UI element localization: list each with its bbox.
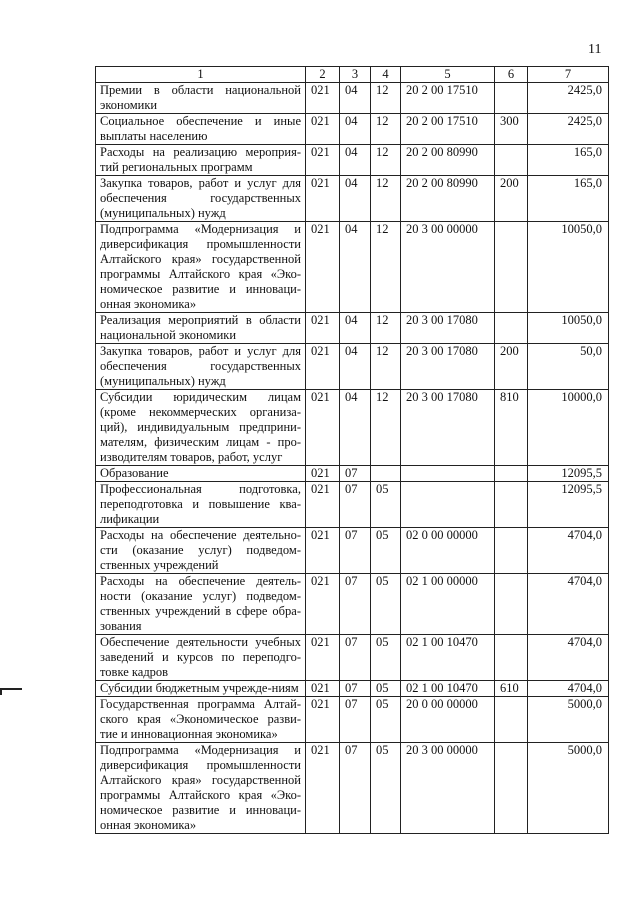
row-sum-cell: 50,0 [528,344,609,390]
row-sum-cell: 12095,5 [528,466,609,482]
row-sum-cell: 4704,0 [528,574,609,635]
table-body [96,83,609,834]
row-csr-cell: 20 0 00 00000 [401,697,495,743]
row-gr-cell: 021 [306,528,340,574]
table-row [96,635,609,681]
row-csr-cell: 02 1 00 00000 [401,574,495,635]
row-rz-cell: 04 [340,176,371,222]
row-vr-cell [495,482,528,528]
row-name-cell: Субсидии бюджетным учрежде-ниям [96,681,306,697]
row-vr-cell [495,697,528,743]
table-row [96,466,609,482]
table-row [96,145,609,176]
row-pr-cell: 12 [371,145,401,176]
row-rz-cell: 04 [340,344,371,390]
row-pr-cell: 05 [371,697,401,743]
table-row [96,743,609,834]
row-name-cell: Подпрограмма «Модернизация и диверсификация промышленности Алтайского края» государственной программы Алтайского края «Эко-номическое развитие и инноваци-онная экономика» [96,743,306,834]
table-row [96,681,609,697]
col-header-3: 3 [340,67,371,83]
table-row [96,574,609,635]
row-vr-cell: 200 [495,344,528,390]
page-number: 11 [588,42,602,57]
row-name-cell: Образование [96,466,306,482]
table-row [96,114,609,145]
col-header-6: 6 [495,67,528,83]
scan-mark [0,688,22,695]
row-name-cell: Субсидии юридическим лицам (кроме некоммерческих организа-ций), индивидуальным предприни-мателям, физическим лицам - про-изводителям товаров, работ, услуг [96,390,306,466]
table-row [96,697,609,743]
row-rz-cell: 04 [340,114,371,145]
row-csr-cell [401,482,495,528]
row-rz-cell: 04 [340,145,371,176]
row-rz-cell: 07 [340,743,371,834]
row-sum-cell: 12095,5 [528,482,609,528]
row-sum-cell: 5000,0 [528,743,609,834]
row-sum-cell: 165,0 [528,176,609,222]
row-gr-cell: 021 [306,313,340,344]
table-row [96,482,609,528]
row-pr-cell: 05 [371,528,401,574]
row-vr-cell [495,466,528,482]
row-rz-cell: 07 [340,466,371,482]
row-gr-cell: 021 [306,482,340,528]
row-csr-cell [401,466,495,482]
row-vr-cell [495,743,528,834]
row-rz-cell: 04 [340,313,371,344]
row-name-cell: Государственная программа Алтай-ского края «Экономическое разви-тие и инновационная экономика» [96,697,306,743]
row-name-cell: Социальное обеспечение и иные выплаты населению [96,114,306,145]
row-name-cell: Обеспечение деятельности учебных заведений и курсов по переподго-товке кадров [96,635,306,681]
row-csr-cell: 20 2 00 17510 [401,114,495,145]
row-rz-cell: 04 [340,83,371,114]
row-vr-cell [495,528,528,574]
row-gr-cell: 021 [306,145,340,176]
row-name-cell: Расходы на обеспечение деятель-ности (оказание услуг) подведом-ственных учреждений в сфере обра-зования [96,574,306,635]
row-vr-cell [495,635,528,681]
row-vr-cell: 200 [495,176,528,222]
row-pr-cell: 05 [371,743,401,834]
row-pr-cell: 12 [371,114,401,145]
table-row [96,222,609,313]
row-gr-cell: 021 [306,222,340,313]
row-vr-cell: 300 [495,114,528,145]
table-row [96,83,609,114]
row-pr-cell: 05 [371,574,401,635]
row-sum-cell: 4704,0 [528,681,609,697]
header-row [96,67,609,83]
col-header-7: 7 [528,67,609,83]
row-vr-cell: 810 [495,390,528,466]
row-name-cell: Закупка товаров, работ и услуг для обеспечения государственных (муниципальных) нужд [96,176,306,222]
row-sum-cell: 165,0 [528,145,609,176]
row-gr-cell: 021 [306,466,340,482]
row-csr-cell: 20 2 00 17510 [401,83,495,114]
row-gr-cell: 021 [306,743,340,834]
row-sum-cell: 5000,0 [528,697,609,743]
row-csr-cell: 20 3 00 00000 [401,222,495,313]
row-csr-cell: 20 3 00 17080 [401,313,495,344]
row-rz-cell: 04 [340,390,371,466]
table-row [96,390,609,466]
row-sum-cell: 10000,0 [528,390,609,466]
row-name-cell: Реализация мероприятий в области национальной экономики [96,313,306,344]
row-gr-cell: 021 [306,344,340,390]
row-name-cell: Расходы на обеспечение деятельно-сти (оказание услуг) подведом-ственных учреждений [96,528,306,574]
row-vr-cell: 610 [495,681,528,697]
row-gr-cell: 021 [306,574,340,635]
row-csr-cell: 02 0 00 00000 [401,528,495,574]
row-gr-cell: 021 [306,83,340,114]
row-pr-cell: 12 [371,83,401,114]
row-pr-cell: 05 [371,482,401,528]
row-vr-cell [495,222,528,313]
row-sum-cell: 10050,0 [528,222,609,313]
row-csr-cell: 20 3 00 17080 [401,344,495,390]
row-gr-cell: 021 [306,114,340,145]
row-name-cell: Закупка товаров, работ и услуг для обеспечения государственных (муниципальных) нужд [96,344,306,390]
row-sum-cell: 10050,0 [528,313,609,344]
row-vr-cell [495,574,528,635]
row-pr-cell: 12 [371,222,401,313]
row-name-cell: Расходы на реализацию мероприя-тий региональных программ [96,145,306,176]
row-gr-cell: 021 [306,390,340,466]
col-header-1: 1 [96,67,306,83]
row-sum-cell: 4704,0 [528,635,609,681]
table-row [96,176,609,222]
row-csr-cell: 02 1 00 10470 [401,681,495,697]
row-pr-cell [371,466,401,482]
row-gr-cell: 021 [306,635,340,681]
row-rz-cell: 04 [340,222,371,313]
row-pr-cell: 05 [371,681,401,697]
row-csr-cell: 02 1 00 10470 [401,635,495,681]
row-rz-cell: 07 [340,574,371,635]
row-sum-cell: 4704,0 [528,528,609,574]
row-name-cell: Подпрограмма «Модернизация и диверсификация промышленности Алтайского края» государственной программы Алтайского края «Эко-номическое развитие и инноваци-онная экономика» [96,222,306,313]
row-gr-cell: 021 [306,176,340,222]
row-sum-cell: 2425,0 [528,114,609,145]
row-name-cell: Профессиональная подготовка, переподготовка и повышение ква-лификации [96,482,306,528]
row-vr-cell [495,313,528,344]
row-sum-cell: 2425,0 [528,83,609,114]
table-row [96,313,609,344]
table-row [96,344,609,390]
budget-table [95,66,609,834]
row-pr-cell: 12 [371,313,401,344]
col-header-5: 5 [401,67,495,83]
col-header-2: 2 [306,67,340,83]
row-gr-cell: 021 [306,681,340,697]
row-csr-cell: 20 2 00 80990 [401,176,495,222]
row-pr-cell: 12 [371,390,401,466]
row-csr-cell: 20 2 00 80990 [401,145,495,176]
row-gr-cell: 021 [306,697,340,743]
row-csr-cell: 20 3 00 17080 [401,390,495,466]
row-rz-cell: 07 [340,697,371,743]
row-pr-cell: 12 [371,176,401,222]
row-pr-cell: 12 [371,344,401,390]
row-vr-cell [495,83,528,114]
row-vr-cell [495,145,528,176]
table-row [96,528,609,574]
row-rz-cell: 07 [340,482,371,528]
row-csr-cell: 20 3 00 00000 [401,743,495,834]
row-rz-cell: 07 [340,635,371,681]
row-rz-cell: 07 [340,681,371,697]
row-pr-cell: 05 [371,635,401,681]
row-rz-cell: 07 [340,528,371,574]
row-name-cell: Премии в области национальной экономики [96,83,306,114]
col-header-4: 4 [371,67,401,83]
